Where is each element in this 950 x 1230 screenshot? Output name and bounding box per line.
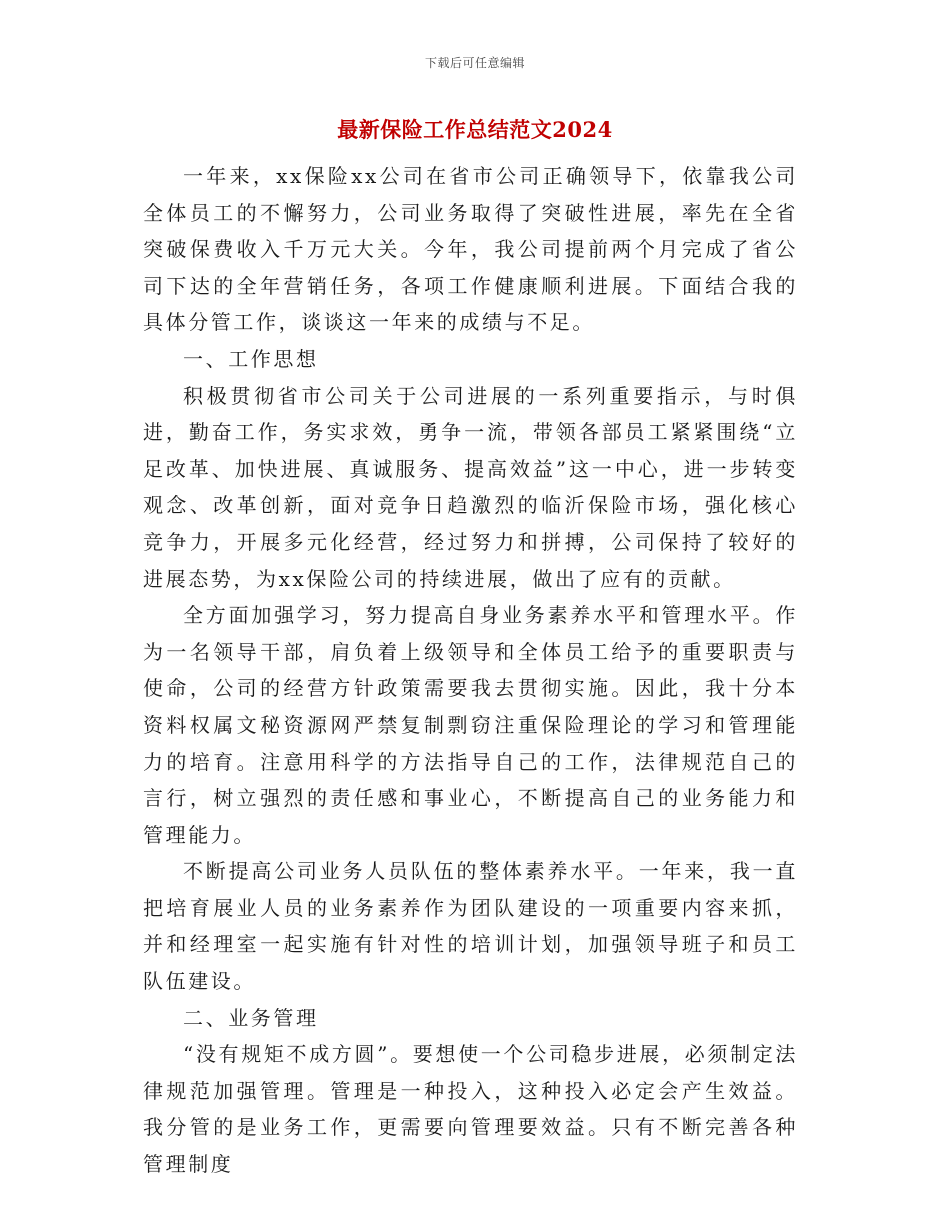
header-note: 下载后可任意编辑: [424, 56, 525, 70]
paragraph-intro: 一年来，xx保险xx公司在省市公司正确领导下，依靠我公司全体员工的不懈努力，公司业务取得了突破性进展，率先在全省突破保费收入千万元大关。今年，我公司提前两个月完成了省公司下达的全年营销任务，各项工作健康顺利进展。下面结合我的具体分管工作，谈谈这一年来的成绩与不足。: [143, 164, 798, 335]
document-title: 最新保险工作总结范文2024: [337, 117, 613, 142]
document-body: [143, 158, 798, 1183]
paragraph-work-thinking: 积极贯彻省市公司关于公司进展的一系列重要指示，与时俱进，勤奋工作，务实求效，勇争一流，带领各部员工紧紧围绕“立足改革、加快进展、真诚服务、提高效益”这一中心，进一步转变观念、改革创新，面对竞争日趋激烈的临沂保险市场，强化核心竞争力，开展多元化经营，经过努力和拼搏，公司保持了较好的进展态势，为xx保险公司的持续进展，做出了应有的贡献。: [143, 383, 798, 591]
paragraph-business-management: “没有规矩不成方圆”。要想使一个公司稳步进展，必须制定法律规范加强管理。管理是一种投入，这种投入必定会产生效益。我分管的是业务工作，更需要向管理要效益。只有不断完善各种管理制度: [143, 1042, 798, 1177]
paragraph-team-quality: 不断提高公司业务人员队伍的整体素养水平。一年来，我一直把培育展业人员的业务素养作为团队建设的一项重要内容来抓，并和经理室一起实施有针对性的培训计划，加强领导班子和员工队伍建设。: [143, 859, 798, 994]
section-heading-business-management: 二、业务管理: [183, 1005, 319, 1030]
section-heading-work-thinking: 一、工作思想: [183, 346, 319, 371]
paragraph-learning: 全方面加强学习，努力提高自身业务素养水平和管理水平。作为一名领导干部，肩负着上级领导和全体员工给予的重要职责与使命，公司的经营方针政策需要我去贯彻实施。因此，我十分本资料权属文秘资源网严禁复制剽窃注重保险理论的学习和管理能力的培育。注意用科学的方法指导自己的工作，法律规范自己的言行，树立强烈的责任感和事业心，不断提高自己的业务能力和管理能力。: [143, 603, 798, 847]
